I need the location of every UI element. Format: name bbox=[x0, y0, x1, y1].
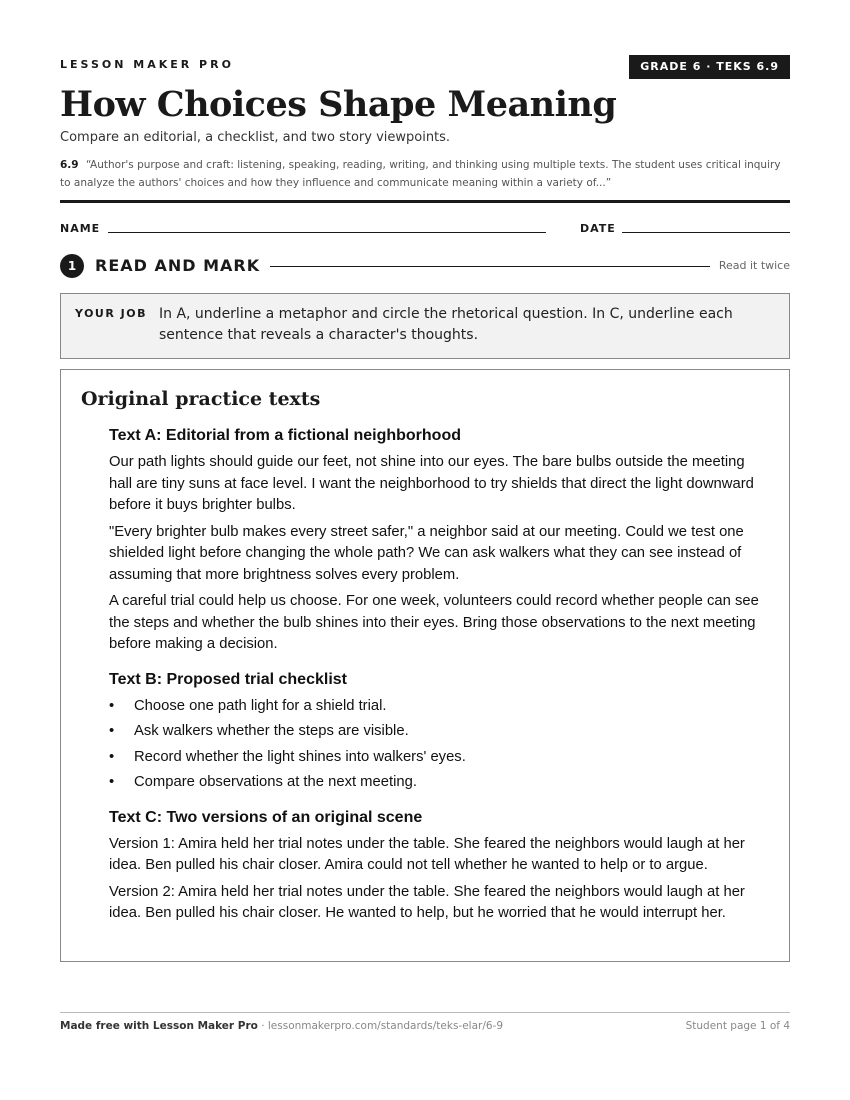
section-read-and-mark bbox=[60, 253, 790, 279]
standard-text: “Author's purpose and craft: listening, speaking, reading, writing, and thinking using multiple texts. The student uses critical inquiry to analyze the authors' choices and how they influence and communicate meaning within a variety of...” bbox=[60, 159, 781, 189]
your-job-text: In A, underline a metaphor and circle the rhetorical question. In C, underline each sentence that reveals a character's thoughts. bbox=[159, 306, 733, 343]
text-a-paragraph: "Every brighter bulb makes every street safer," a neighbor said at our meeting. Could we test one shielded light before changing the whole path? We can ask walkers what they can see instead of assuming that more brightness solves every problem. bbox=[109, 523, 744, 583]
bullet-icon: • bbox=[109, 774, 115, 790]
footer-made-with: Made free with Lesson Maker Pro bbox=[60, 1020, 258, 1032]
footer-page-number: Student page 1 of 4 bbox=[685, 1020, 790, 1032]
text-b-heading: Text B: Proposed trial checklist bbox=[109, 670, 347, 688]
footer bbox=[60, 1020, 790, 1032]
practice-texts bbox=[109, 426, 769, 939]
page-subtitle: Compare an editorial, a checklist, and two story viewpoints. bbox=[60, 130, 451, 145]
footer-divider bbox=[60, 1012, 790, 1013]
checklist-item bbox=[109, 721, 769, 743]
checklist-item-text: Choose one path light for a shield trial. bbox=[134, 697, 387, 714]
text-c bbox=[109, 808, 769, 925]
text-b bbox=[109, 670, 769, 794]
name-date-row bbox=[60, 222, 790, 236]
checklist-item-text: Record whether the light shines into walkers' eyes. bbox=[134, 748, 466, 765]
brand-name: LESSON MAKER PRO bbox=[60, 58, 234, 71]
text-a bbox=[109, 426, 769, 656]
bullet-icon: • bbox=[109, 748, 115, 765]
footer-url[interactable]: lessonmakerpro.com/standards/teks-elar/6-9 bbox=[267, 1020, 504, 1032]
text-c-version: Version 1: Amira held her trial notes under the table. She feared the neighbors would laugh at her idea. Ben pulled his chair closer. Amira could not tell whether he wanted to help or to argue. bbox=[109, 835, 745, 873]
footer-separator: · bbox=[257, 1020, 268, 1032]
your-job-label: YOUR JOB bbox=[75, 307, 147, 320]
checklist bbox=[109, 696, 769, 794]
page-title: How Choices Shape Meaning bbox=[60, 84, 617, 125]
bullet-icon: • bbox=[109, 723, 115, 739]
section-heading: READ AND MARK bbox=[95, 256, 261, 275]
section-divider bbox=[270, 266, 710, 267]
date-field[interactable] bbox=[622, 232, 790, 233]
checklist-item bbox=[109, 747, 769, 769]
text-a-heading: Text A: Editorial from a fictional neighborhood bbox=[109, 427, 461, 444]
your-job-box bbox=[60, 293, 790, 359]
practice-texts-box bbox=[60, 369, 790, 962]
section-hint: Read it twice bbox=[718, 259, 790, 272]
header-divider bbox=[60, 200, 790, 203]
standard-description bbox=[60, 156, 790, 192]
practice-texts-title: Original practice texts bbox=[81, 388, 321, 410]
checklist-item-text: Compare observations at the next meeting. bbox=[134, 774, 417, 790]
standard-code: 6.9 bbox=[60, 159, 79, 171]
bullet-icon: • bbox=[109, 697, 115, 714]
checklist-item bbox=[109, 772, 769, 794]
grade-badge: GRADE 6 · TEKS 6.9 bbox=[629, 55, 790, 79]
checklist-item-text: Ask walkers whether the steps are visible. bbox=[134, 723, 409, 739]
date-label: DATE bbox=[580, 222, 616, 235]
name-field[interactable] bbox=[108, 232, 546, 233]
text-c-version: Version 2: Amira held her trial notes under the table. She feared the neighbors would laugh at her idea. Ben pulled his chair closer. He wanted to help, but he worried that he would interrupt her. bbox=[109, 883, 745, 921]
section-number: 1 bbox=[60, 254, 84, 278]
text-c-heading: Text C: Two versions of an original scene bbox=[109, 808, 423, 826]
name-label: NAME bbox=[60, 222, 101, 235]
text-a-paragraph: A careful trial could help us choose. For one week, volunteers could record whether people can see the steps and whether the bulb shines into their eyes. Bring those observations to the next meeting before making a decision. bbox=[109, 593, 759, 652]
text-a-paragraph: Our path lights should guide our feet, not shine into our eyes. The bare bulbs outside the meeting hall are tiny suns at face level. I want the neighborhood to try shields that direct the light downward before it buys brighter bulbs. bbox=[109, 454, 754, 513]
checklist-item bbox=[109, 696, 769, 718]
